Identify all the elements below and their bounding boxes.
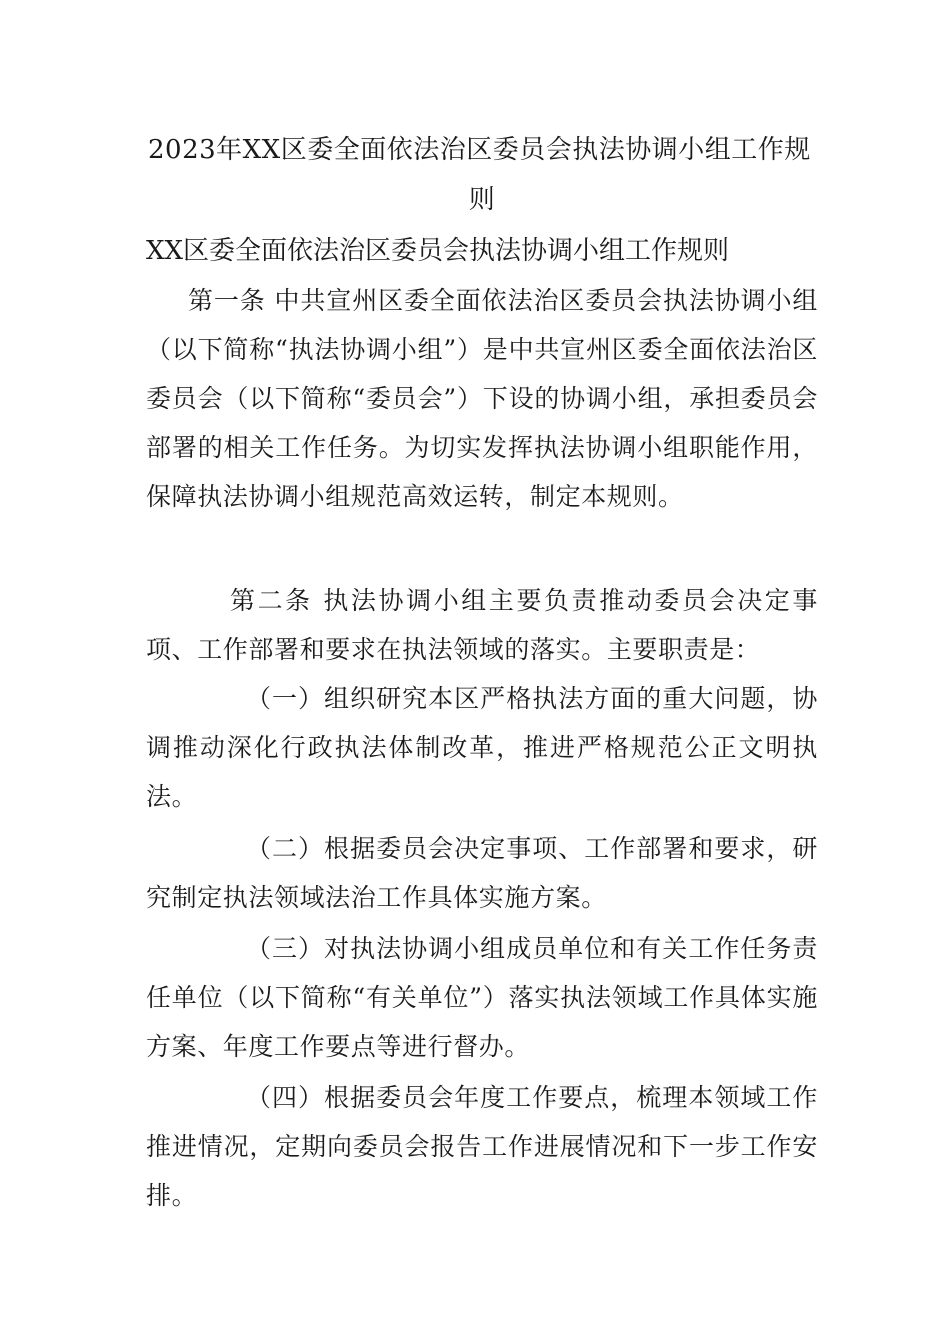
title-line-1: 2023年XX区委全面依法治区委员会执法协调小组工作规 [148,135,811,165]
paragraph-text: （二）根据委员会决定事项、工作部署和要求，研究制定执法领域法治工作具体实施方案。 [146,834,818,912]
paragraph-text: （三）对执法协调小组成员单位和有关工作任务责任单位（以下简称“有关单位”）落实执法领域工作具体实施方案、年度工作要点等进行督办。 [146,934,818,1061]
paragraph-text: 第二条 执法协调小组主要负责推动委员会决定事项、工作部署和要求在执法领域的落实。主要职责是： [146,586,818,664]
paragraph-item-1 [146,674,818,821]
paragraph-text: （一）组织研究本区严格执法方面的重大问题，协调推动深化行政执法体制改革，推进严格规范公正文明执法。 [146,684,818,811]
document-title [146,125,826,225]
paragraph-text: （四）根据委员会年度工作要点，梳理本领域工作推进情况，定期向委员会报告工作进展情况和下一步工作安排。 [146,1083,818,1210]
paragraph-item-4 [146,1073,818,1220]
paragraph-item-2 [146,824,818,922]
document-subtitle: XX区委全面依法治区委员会执法协调小组工作规则 [146,236,730,266]
paragraph-item-3 [146,924,818,1071]
paragraph-article-2 [146,576,818,674]
paragraph-text: 第一条 中共宣州区委全面依法治区委员会执法协调小组（以下简称“执法协调小组”）是中共宣州区委全面依法治区委员会（以下简称“委员会”）下设的协调小组，承担委员会部署的相关工作任务。为切实发挥执法协调小组职能作用，保障执法协调小组规范高效运转，制定本规则。 [146,286,818,511]
title-line-2: 则 [468,185,496,215]
paragraph-article-1 [146,276,818,521]
